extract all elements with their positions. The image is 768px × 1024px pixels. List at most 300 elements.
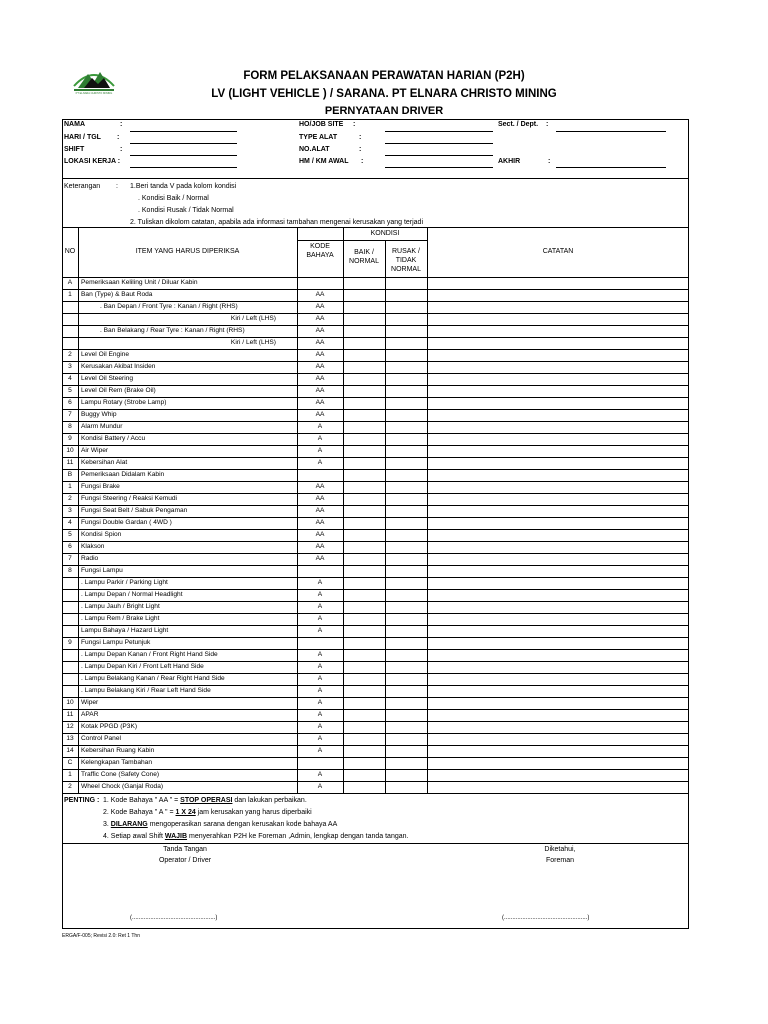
row-kode-bahaya: AA [315,375,325,382]
keterangan-line2: . Kondisi Baik / Normal [138,195,209,202]
kondisi-rusak-cell[interactable] [386,314,426,324]
row-item: Fungsi Double Gardan ( 4WD ) [81,519,172,526]
kondisi-rusak-cell[interactable] [386,494,426,504]
kondisi-rusak-cell[interactable] [386,422,426,432]
catatan-cell[interactable] [428,338,688,348]
kondisi-rusak-cell[interactable] [386,758,426,768]
row-item: Level Oil Engine [81,351,130,358]
catatan-cell[interactable] [428,542,688,552]
row-item: Klakson [81,543,105,550]
signature-right-blank[interactable]: (..................................................) [502,915,590,921]
row-kode-bahaya: A [317,423,323,430]
header-kondisi: KONDISI [370,230,400,237]
kondisi-baik-cell[interactable] [344,458,384,468]
catatan-cell[interactable] [428,278,688,288]
row-kode-bahaya: AA [315,507,325,514]
form-title: FORM PELAKSANAAN PERAWATAN HARIAN (P2H) [243,70,525,82]
penting-note-3 [103,820,337,829]
catatan-cell[interactable] [428,758,688,768]
colon: : [359,146,362,153]
header-rusak: TIDAK [395,257,417,264]
colon: : [120,146,123,153]
catatan-cell[interactable] [428,350,688,360]
colon: : [546,121,549,128]
kondisi-baik-cell[interactable] [344,530,384,540]
row-number: C [67,759,73,766]
kondisi-baik-cell[interactable] [344,782,384,792]
row-item: . Ban Belakang / Rear Tyre : Kanan / Right (RHS) [100,327,245,334]
label-lokasi-kerja: LOKASI KERJA : [64,158,121,165]
row-kode-bahaya: A [317,603,323,610]
row-kode-bahaya: A [317,747,323,754]
row-item: Kebersihan Alat [81,459,128,466]
kondisi-baik-cell[interactable] [344,590,384,600]
row-kode-bahaya: A [317,723,323,730]
kondisi-rusak-cell[interactable] [386,518,426,528]
row-kode-bahaya: A [317,435,323,442]
row-item: . Lampu Parkir / Parking Light [81,579,168,586]
catatan-cell[interactable] [428,626,688,636]
row-item: Wheel Chock (Ganjal Roda) [81,783,164,790]
penting-note-4 [103,832,408,841]
kondisi-rusak-cell[interactable] [386,722,426,732]
hari-tgl-line[interactable] [130,143,237,144]
row-kode-bahaya: AA [315,327,325,334]
kondisi-baik-cell[interactable] [344,506,384,516]
signature-left-label: Tanda Tangan [163,846,207,853]
row-kode-bahaya: AA [315,555,325,562]
colon: : [361,158,364,165]
colon: : [359,134,362,141]
row-item: Traffic Cone (Safety Cone) [81,771,160,778]
catatan-cell[interactable] [428,434,688,444]
label-akhir: AKHIR [498,158,521,165]
row-item: Lampu Rotary (Strobe Lamp) [81,399,167,406]
row-kode-bahaya: A [317,783,323,790]
row-kode-bahaya: AA [315,351,325,358]
table-rule [62,793,689,794]
row-kode-bahaya: A [317,627,323,634]
kondisi-rusak-cell[interactable] [386,530,426,540]
colon: : [548,158,551,165]
row-item: Pemeriksaan Keliling Unit / Diluar Kabin [81,279,198,286]
colon: : [117,134,120,141]
catatan-cell[interactable] [428,506,688,516]
row-item: Kondisi Spion [81,531,122,538]
row-item: . Lampu Depan / Normal Headlight [81,591,183,598]
row-kode-bahaya: A [317,771,323,778]
kondisi-baik-cell[interactable] [344,398,384,408]
catatan-cell[interactable] [428,386,688,396]
keterangan-line3: . Kondisi Rusak / Tidak Normal [138,207,234,214]
row-item: Fungsi Steering / Reaksi Kemudi [81,495,178,502]
kondisi-baik-cell[interactable] [344,410,384,420]
signature-right-label: Diketahui, [544,846,576,853]
header-rusak: RUSAK / [391,248,420,255]
row-kode-bahaya: A [317,699,323,706]
kondisi-baik-cell[interactable] [344,710,384,720]
kondisi-baik-cell[interactable] [344,338,384,348]
row-number: 7 [68,555,72,562]
catatan-cell[interactable] [428,482,688,492]
row-number: 2 [68,495,72,502]
note-text: jam kerusakan yang harus diperbaiki [195,809,312,816]
label-hm-km-awal: HM / KM AWAL [299,158,349,165]
kondisi-rusak-cell[interactable] [386,746,426,756]
row-kode-bahaya: AA [315,315,325,322]
shift-line[interactable] [130,155,237,156]
row-item: . Lampu Belakang Kanan / Rear Right Hand Side [81,675,225,682]
label-hari-tgl: HARI / TGL [64,134,101,141]
divider [62,843,689,844]
kondisi-rusak-cell[interactable] [386,302,426,312]
kondisi-baik-cell[interactable] [344,386,384,396]
kondisi-baik-cell[interactable] [344,446,384,456]
kondisi-baik-cell[interactable] [344,326,384,336]
catatan-cell[interactable] [428,602,688,612]
kondisi-baik-cell[interactable] [344,422,384,432]
row-number: 3 [68,507,72,514]
catatan-cell[interactable] [428,650,688,660]
catatan-cell[interactable] [428,638,688,648]
row-item: Kiri / Left (LHS) [230,315,276,322]
row-kode-bahaya: A [317,591,323,598]
kondisi-baik-cell[interactable] [344,542,384,552]
row-kode-bahaya: A [317,651,323,658]
row-item: . Lampu Belakang Kiri / Rear Left Hand Side [81,687,211,694]
kondisi-baik-cell[interactable] [344,578,384,588]
kondisi-baik-cell[interactable] [344,758,384,768]
kondisi-baik-cell[interactable] [344,494,384,504]
kondisi-baik-cell[interactable] [344,434,384,444]
kondisi-rusak-cell[interactable] [386,626,426,636]
catatan-cell[interactable] [428,422,688,432]
row-kode-bahaya: A [317,711,323,718]
kondisi-rusak-cell[interactable] [386,578,426,588]
row-item: Wiper [81,699,99,706]
kondisi-baik-cell[interactable] [344,746,384,756]
kondisi-baik-cell[interactable] [344,770,384,780]
catatan-cell[interactable] [428,578,688,588]
row-item: . Lampu Rem / Brake Light [81,615,160,622]
row-item: Kondisi Battery / Accu [81,435,146,442]
row-number: 7 [68,411,72,418]
penting-label: PENTING : [64,797,100,804]
row-number: 4 [68,375,72,382]
kondisi-rusak-cell[interactable] [386,506,426,516]
kondisi-rusak-cell[interactable] [386,338,426,348]
row-kode-bahaya: A [317,663,323,670]
row-item: Ban (Type) & Baut Roda [81,291,153,298]
kondisi-rusak-cell[interactable] [386,650,426,660]
catatan-cell[interactable] [428,410,688,420]
kondisi-baik-cell[interactable] [344,650,384,660]
kondisi-rusak-cell[interactable] [386,362,426,372]
nama-line[interactable] [130,131,237,132]
penting-note-1 [103,796,307,805]
row-kode-bahaya: AA [315,339,325,346]
signature-left-blank[interactable]: (..................................................) [130,915,218,921]
catatan-cell[interactable] [428,710,688,720]
row-item: APAR [81,711,99,718]
kondisi-baik-cell[interactable] [344,722,384,732]
kondisi-baik-cell[interactable] [344,278,384,288]
row-item: Kotak PPGD (P3K) [81,723,138,730]
note-emphasis: WAJIB [164,833,188,840]
note-text: 4. Setiap awal Shift [103,833,165,840]
row-number: B [67,471,73,478]
no-alat-line[interactable] [385,155,493,156]
header-catatan: CATATAN [542,248,574,255]
kondisi-baik-cell[interactable] [344,374,384,384]
row-number: 1 [68,291,72,298]
kondisi-rusak-cell[interactable] [386,386,426,396]
catatan-cell[interactable] [428,530,688,540]
catatan-cell[interactable] [428,518,688,528]
catatan-cell[interactable] [428,470,688,480]
row-number: 5 [68,531,72,538]
table-rule [297,240,427,241]
kondisi-baik-cell[interactable] [344,662,384,672]
kondisi-baik-cell[interactable] [344,362,384,372]
catatan-cell[interactable] [428,302,688,312]
kondisi-rusak-cell[interactable] [386,710,426,720]
label-no-alat: NO.ALAT [299,146,330,153]
row-number: 6 [68,543,72,550]
row-kode-bahaya: AA [315,411,325,418]
kondisi-baik-cell[interactable] [344,482,384,492]
signature-left-role: Operator / Driver [158,857,212,864]
row-number: 11 [66,459,74,466]
catatan-cell[interactable] [428,326,688,336]
kondisi-rusak-cell[interactable] [386,686,426,696]
row-item: . Ban Depan / Front Tyre : Kanan / Right (RHS) [100,303,238,310]
kondisi-baik-cell[interactable] [344,734,384,744]
row-kode-bahaya: A [317,687,323,694]
kondisi-rusak-cell[interactable] [386,374,426,384]
kondisi-rusak-cell[interactable] [386,290,426,300]
kondisi-rusak-cell[interactable] [386,410,426,420]
kondisi-baik-cell[interactable] [344,290,384,300]
row-item: Pemeriksaan Didalam Kabin [81,471,165,478]
kondisi-baik-cell[interactable] [344,470,384,480]
catatan-cell[interactable] [428,662,688,672]
colon: : [353,121,356,128]
kondisi-baik-cell[interactable] [344,350,384,360]
kondisi-baik-cell[interactable] [344,698,384,708]
ho-jobsite-line[interactable] [385,131,493,132]
kondisi-rusak-cell[interactable] [386,674,426,684]
logo-text: PT ELNARA CHRISTO MINING [75,92,113,95]
label-shift: SHIFT [64,146,85,153]
row-number: 2 [68,783,72,790]
note-emphasis: DILARANG [110,821,148,828]
document-code: ERGA/F-005; Revisi 2.0: Ret 1 Thn [62,933,140,939]
row-kode-bahaya: AA [315,387,325,394]
row-item: Fungsi Lampu [81,567,123,574]
kondisi-baik-cell[interactable] [344,638,384,648]
sect-dept-line[interactable] [556,131,666,132]
catatan-cell[interactable] [428,734,688,744]
penting-note-2 [103,808,312,817]
kondisi-rusak-cell[interactable] [386,350,426,360]
kondisi-rusak-cell[interactable] [386,278,426,288]
catatan-cell[interactable] [428,398,688,408]
row-kode-bahaya: A [317,675,323,682]
row-item: Fungsi Seat Belt / Sabuk Pengaman [81,507,188,514]
row-kode-bahaya: AA [315,531,325,538]
row-number: 13 [66,735,74,742]
kondisi-rusak-cell[interactable] [386,590,426,600]
catatan-cell[interactable] [428,782,688,792]
kondisi-rusak-cell[interactable] [386,698,426,708]
kondisi-rusak-cell[interactable] [386,614,426,624]
row-kode-bahaya: AA [315,483,325,490]
row-kode-bahaya: A [317,459,323,466]
row-number: 1 [68,771,72,778]
catatan-cell[interactable] [428,314,688,324]
kondisi-rusak-cell[interactable] [386,734,426,744]
row-number: 10 [66,699,74,706]
row-item: Radio [81,555,99,562]
kondisi-rusak-cell[interactable] [386,434,426,444]
row-kode-bahaya: AA [315,399,325,406]
row-item: Air Wiper [81,447,109,454]
note-text: menyerahkan P2H ke Foreman ,Admin, lengkap dengan tanda tangan. [187,833,409,840]
keterangan-line4: 2. Tuliskan dikolom catatan, apabila ada informasi tambahan mengenai kerusakan yang terjadi [130,219,424,226]
catatan-cell[interactable] [428,362,688,372]
catatan-cell[interactable] [428,554,688,564]
kondisi-rusak-cell[interactable] [386,554,426,564]
hm-km-awal-line[interactable] [385,167,493,168]
catatan-cell[interactable] [428,374,688,384]
keterangan-line1: 1.Beri tanda V pada kolom kondisi [130,183,237,190]
row-kode-bahaya: AA [315,363,325,370]
kondisi-baik-cell[interactable] [344,302,384,312]
row-kode-bahaya: A [317,447,323,454]
row-number: 9 [68,639,72,646]
kondisi-baik-cell[interactable] [344,686,384,696]
kondisi-baik-cell[interactable] [344,314,384,324]
catatan-cell[interactable] [428,290,688,300]
kondisi-rusak-cell[interactable] [386,782,426,792]
colon: : [120,121,123,128]
kondisi-baik-cell[interactable] [344,626,384,636]
label-nama: NAMA [64,121,85,128]
row-number: 10 [66,447,74,454]
kondisi-baik-cell[interactable] [344,566,384,576]
signature-right-role: Foreman [545,857,574,864]
kondisi-baik-cell[interactable] [344,518,384,528]
catatan-cell[interactable] [428,458,688,468]
row-number: 12 [66,723,74,730]
header-baik: BAIK / [354,249,374,256]
note-text: 1. Kode Bahaya " AA " = [103,797,181,804]
note-text: 3. [103,821,111,828]
kondisi-rusak-cell[interactable] [386,638,426,648]
note-emphasis: STOP OPERASI [180,797,233,804]
lokasi-kerja-line[interactable] [130,167,237,168]
table-rule [62,227,689,228]
row-number: 4 [68,519,72,526]
row-item: . Lampu Depan Kiri / Front Left Hand Side [81,663,204,670]
row-number: 3 [68,363,72,370]
row-kode-bahaya: AA [315,495,325,502]
catatan-cell[interactable] [428,614,688,624]
header-rusak: NORMAL [391,266,421,273]
row-kode-bahaya: AA [315,519,325,526]
kondisi-baik-cell[interactable] [344,602,384,612]
kondisi-rusak-cell[interactable] [386,566,426,576]
row-item: . Lampu Depan Kanan / Front Right Hand Side [81,651,218,658]
label-ho-jobsite: HO/JOB SITE [299,121,344,128]
kondisi-baik-cell[interactable] [344,674,384,684]
row-item: Kelengkapan Tambahan [81,759,153,766]
note-emphasis: 1 X 24 [175,809,196,816]
kondisi-rusak-cell[interactable] [386,470,426,480]
row-kode-bahaya: A [317,735,323,742]
row-item: Level Oil Rem (Brake Oil) [81,387,156,394]
row-item: Control Panel [81,735,121,742]
kondisi-rusak-cell[interactable] [386,326,426,336]
catatan-cell[interactable] [428,494,688,504]
kondisi-baik-cell[interactable] [344,614,384,624]
kondisi-rusak-cell[interactable] [386,446,426,456]
catatan-cell[interactable] [428,674,688,684]
kondisi-rusak-cell[interactable] [386,602,426,612]
catatan-cell[interactable] [428,446,688,456]
header-kode: KODE [310,243,330,250]
row-kode-bahaya: A [317,615,323,622]
row-item: Alarm Mundur [81,423,123,430]
row-number: 2 [68,351,72,358]
header-baik: NORMAL [349,258,379,265]
catatan-cell[interactable] [428,686,688,696]
row-item: . Lampu Jauh / Bright Light [81,603,160,610]
type-alat-line[interactable] [385,143,493,144]
row-number: 11 [66,711,74,718]
row-number: 8 [68,423,72,430]
catatan-cell[interactable] [428,746,688,756]
catatan-cell[interactable] [428,698,688,708]
row-number: 9 [68,435,72,442]
kondisi-rusak-cell[interactable] [386,662,426,672]
catatan-cell[interactable] [428,590,688,600]
row-kode-bahaya: AA [315,303,325,310]
label-sect-dept: Sect. / Dept. [498,121,539,128]
row-number: 5 [68,387,72,394]
kondisi-rusak-cell[interactable] [386,482,426,492]
catatan-cell[interactable] [428,770,688,780]
row-number: 1 [68,483,72,490]
kondisi-rusak-cell[interactable] [386,398,426,408]
row-item: Buggy Whip [81,411,117,418]
row-kode-bahaya: AA [315,543,325,550]
divider [62,178,689,179]
row-item: Kerusakan Akibat Insiden [81,363,156,370]
row-item: Kebersihan Ruang Kabin [81,747,155,754]
header-kode: BAHAYA [306,252,334,259]
kondisi-rusak-cell[interactable] [386,542,426,552]
row-kode-bahaya: AA [315,291,325,298]
catatan-cell[interactable] [428,722,688,732]
kondisi-baik-cell[interactable] [344,554,384,564]
akhir-line[interactable] [556,167,666,168]
section-title: PERNYATAAN DRIVER [324,105,444,117]
kondisi-rusak-cell[interactable] [386,458,426,468]
kondisi-rusak-cell[interactable] [386,770,426,780]
catatan-cell[interactable] [428,566,688,576]
